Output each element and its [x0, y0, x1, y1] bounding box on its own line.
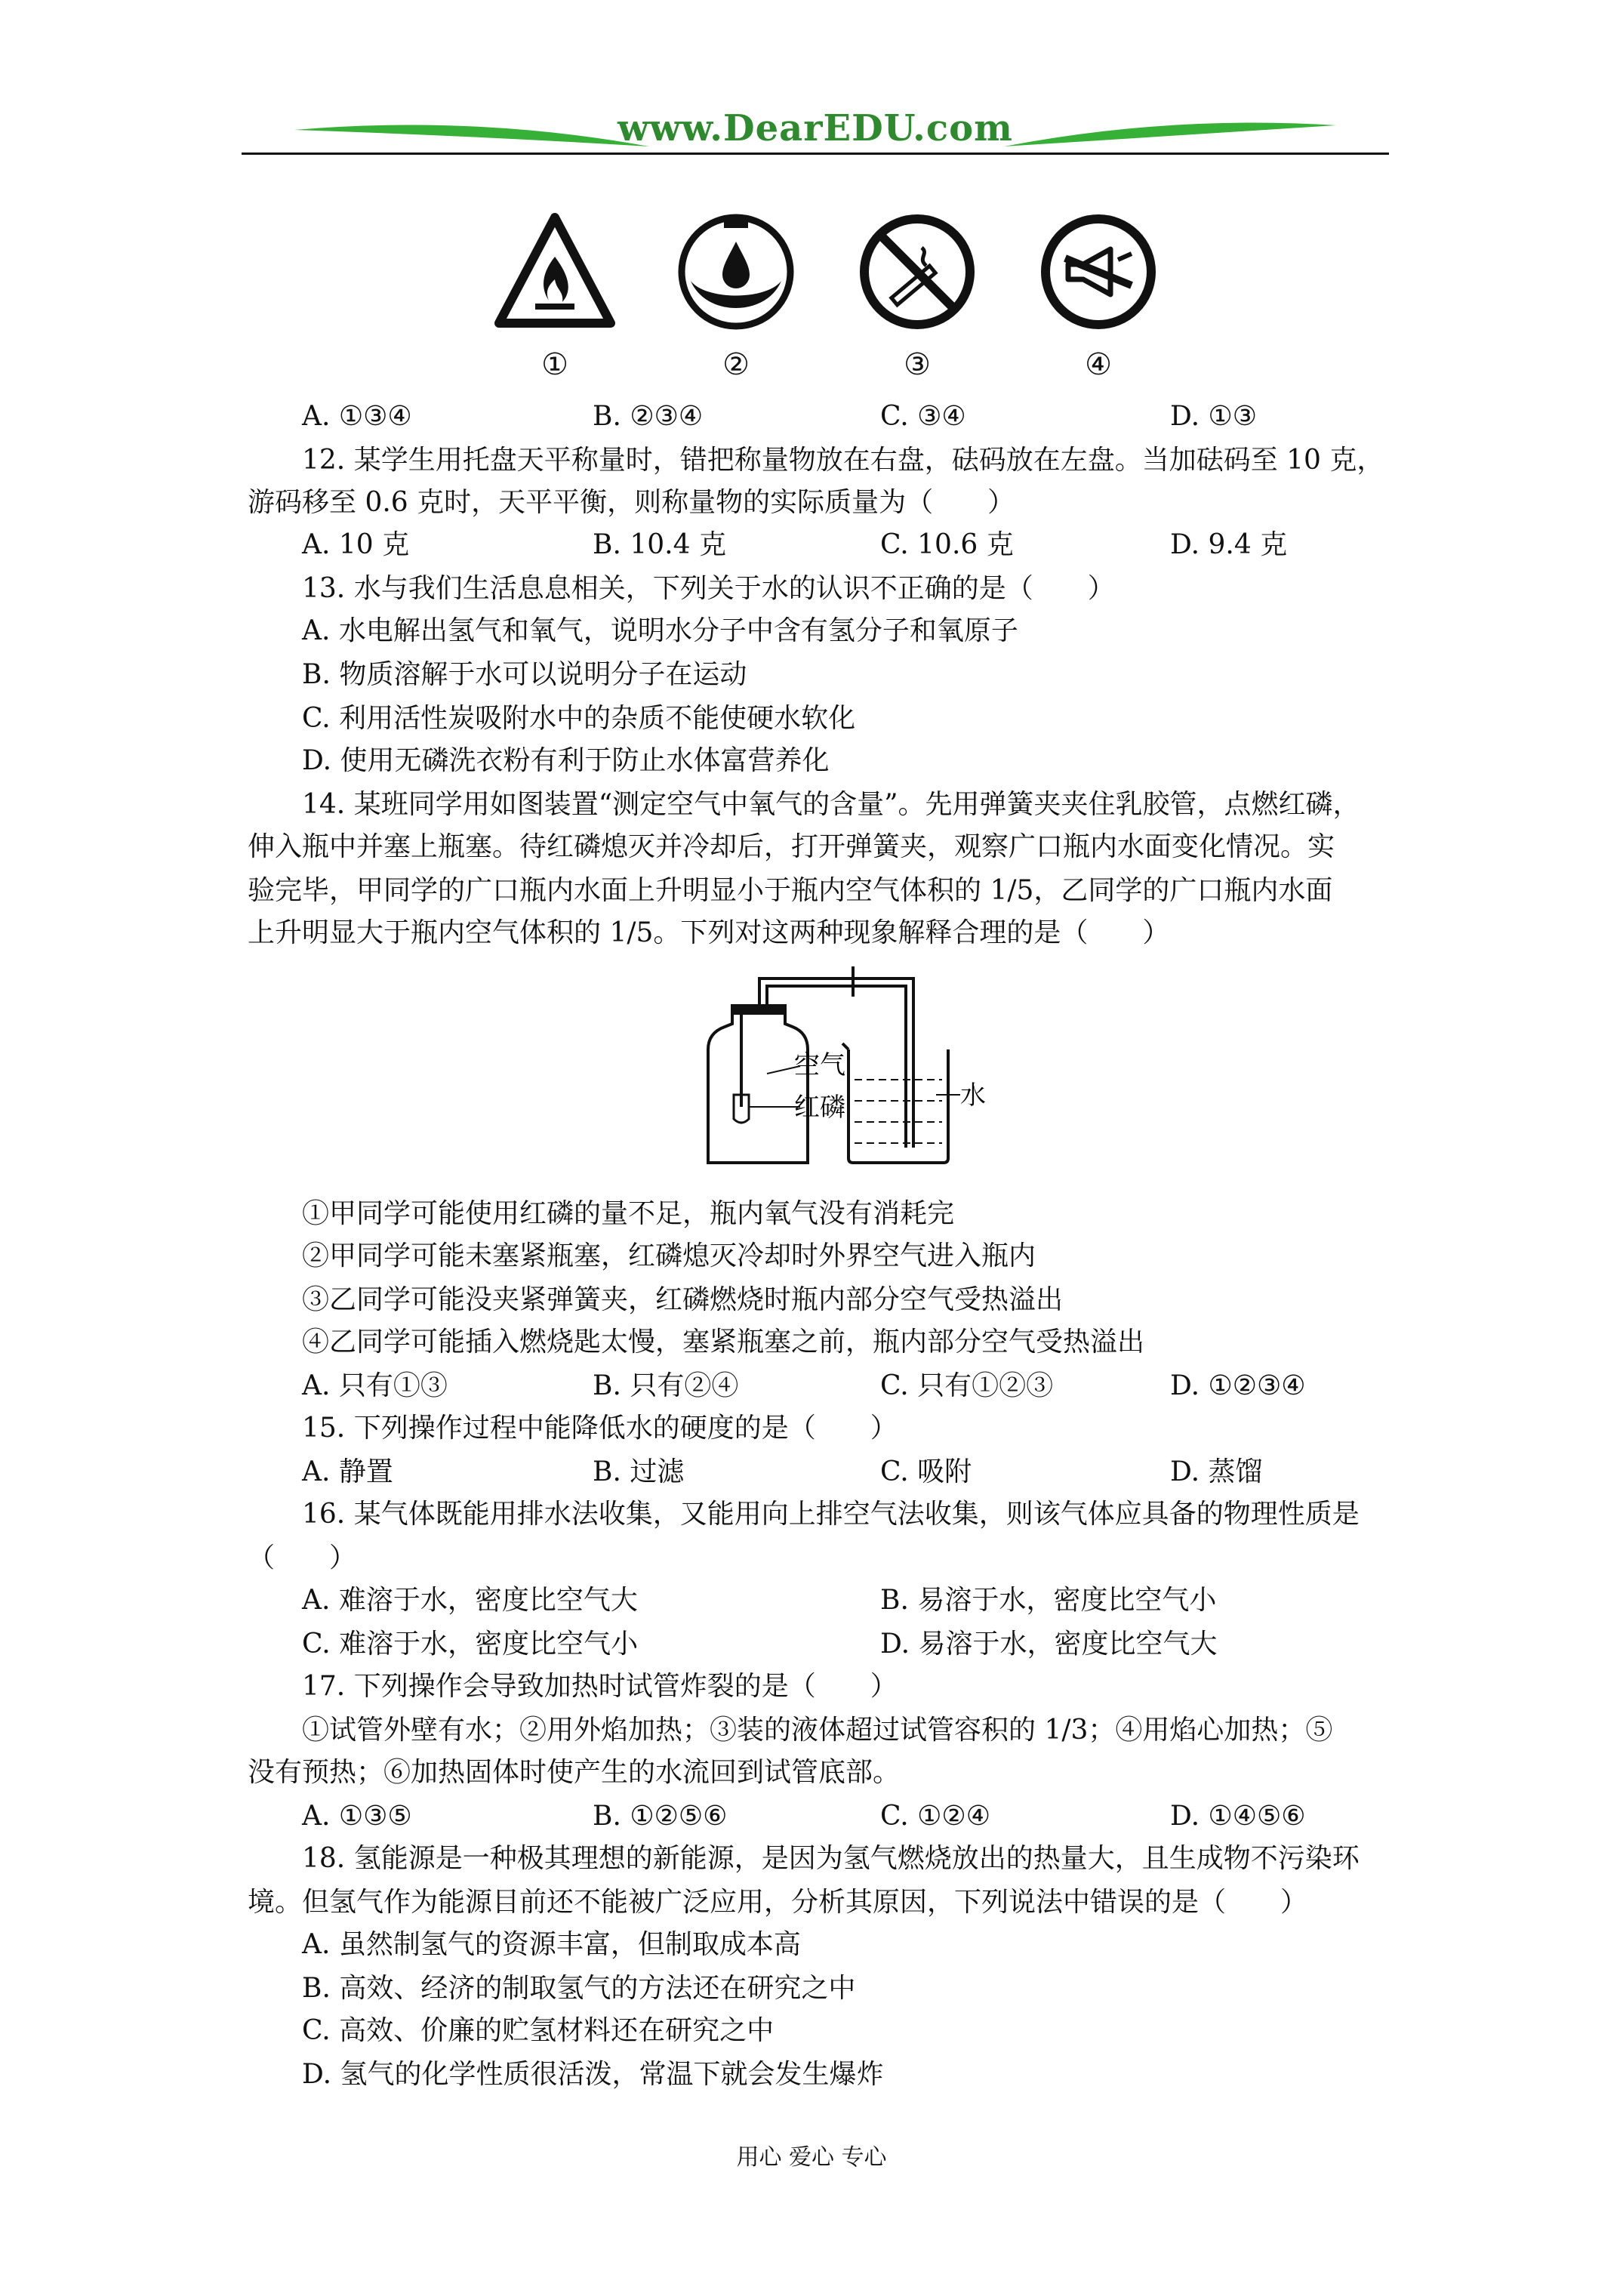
- flammable-warning-icon: [494, 211, 615, 332]
- header-rule: [242, 153, 1389, 155]
- q14-option-c: C. 只有①②③: [880, 1370, 1054, 1401]
- q12-stem-line1: 12. 某学生用托盘天平称量时，错把称量物放在右盘，砝码放在左盘。当加砝码至 10 克，: [302, 445, 1384, 476]
- q12-option-b: B. 10.4 克: [593, 529, 726, 560]
- q12-stem-line2: 游码移至 0.6 克时，天平平衡，则称量物的实际质量为（ ）: [248, 487, 1015, 518]
- q15-option-d: D. 蒸馏: [1170, 1456, 1263, 1487]
- q14-stem-line2: 伸入瓶中并塞上瓶塞。待红磷熄灭并冷却后，打开弹簧夹，观察广口瓶内水面变化情况。实: [248, 831, 1335, 862]
- q16-option-b: B. 易溶于水，密度比空气小: [880, 1585, 1217, 1616]
- q18-stem-line2: 境。但氢气作为能源目前还不能被广泛应用，分析其原因，下列说法中错误的是（ ）: [248, 1887, 1308, 1918]
- page-header: [242, 106, 1389, 166]
- q12-option-d: D. 9.4 克: [1170, 529, 1288, 560]
- q16-option-d: D. 易溶于水，密度比空气大: [880, 1629, 1218, 1660]
- icon-number: ①: [541, 347, 568, 382]
- q15-option-c: C. 吸附: [880, 1456, 972, 1487]
- q16-stem-line1: 16. 某气体既能用排水法收集，又能用向上排空气法收集，则该气体应具备的物理性质是: [302, 1499, 1360, 1530]
- q17-option-a: A. ①③⑤: [302, 1801, 412, 1832]
- icon-cell-4: [1034, 211, 1163, 400]
- q17-items-line1: ①试管外壁有水；②用外焰加热；③装的液体超过试管容积的 1/3；④用焰心加热；⑤: [302, 1715, 1333, 1746]
- q17-items-line2: 没有预热；⑥加热固体时使产生的水流回到试管底部。: [248, 1757, 901, 1788]
- q14-option-d: D. ①②③④: [1170, 1370, 1306, 1401]
- no-smoking-icon: [857, 211, 978, 332]
- icon-cell-2: [672, 211, 800, 400]
- water-saving-icon: [676, 211, 796, 332]
- q16-option-c: C. 难溶于水，密度比空气小: [302, 1629, 639, 1660]
- q18-option-a: A. 虽然制氢气的资源丰富，但制取成本高: [302, 1929, 801, 1960]
- label-phosphorus: 红磷: [794, 1093, 845, 1123]
- label-water: 水: [960, 1080, 986, 1111]
- q18-option-d: D. 氢气的化学性质很活泼，常温下就会发生爆炸: [302, 2059, 884, 2090]
- icon-number: ④: [1085, 347, 1112, 382]
- q14-statement-2: ②甲同学可能未塞紧瓶塞，红磷熄灭冷却时外界空气进入瓶内: [302, 1240, 1036, 1271]
- no-honking-icon: [1038, 211, 1159, 332]
- q11-option-b: B. ②③④: [593, 401, 704, 432]
- q18-option-c: C. 高效、价廉的贮氢材料还在研究之中: [302, 2015, 775, 2046]
- q14-stem-line3: 验完毕，甲同学的广口瓶内水面上升明显小于瓶内空气体积的 1/5，乙同学的广口瓶内水面: [248, 875, 1333, 906]
- q13-option-c: C. 利用活性炭吸附水中的杂质不能使硬水软化: [302, 703, 856, 734]
- q18-option-b: B. 高效、经济的制取氢气的方法还在研究之中: [302, 1973, 856, 2004]
- q17-option-d: D. ①④⑤⑥: [1170, 1801, 1306, 1832]
- q17-option-b: B. ①②⑤⑥: [593, 1801, 728, 1832]
- q13-stem: 13. 水与我们生活息息相关，下列关于水的认识不正确的是（ ）: [302, 573, 1115, 604]
- icon-cell-1: [491, 211, 619, 400]
- q11-option-c: C. ③④: [880, 401, 966, 432]
- icon-cell-3: [853, 211, 981, 400]
- oxygen-measurement-apparatus: [694, 959, 1012, 1170]
- q14-statement-1: ①甲同学可能使用红磷的量不足，瓶内氧气没有消耗完: [302, 1198, 955, 1229]
- q15-stem: 15. 下列操作过程中能降低水的硬度的是（ ）: [302, 1413, 898, 1444]
- q16-option-a: A. 难溶于水，密度比空气大: [302, 1585, 638, 1616]
- q14-statement-4: ④乙同学可能插入燃烧匙太慢，塞紧瓶塞之前，瓶内部分空气受热溢出: [302, 1327, 1145, 1358]
- icon-number: ③: [904, 347, 931, 382]
- q17-option-c: C. ①②④: [880, 1801, 990, 1832]
- q14-option-b: B. 只有②④: [593, 1370, 739, 1401]
- label-air: 空气: [794, 1050, 845, 1080]
- q14-stem-line4: 上升明显大于瓶内空气体积的 1/5。下列对这两种现象解释合理的是（ ）: [248, 917, 1170, 948]
- q11-option-a: A. ①③④: [302, 401, 412, 432]
- q14-statement-3: ③乙同学可能没夹紧弹簧夹，红磷燃烧时瓶内部分空气受热溢出: [302, 1284, 1064, 1315]
- q12-option-c: C. 10.6 克: [880, 529, 1014, 560]
- q18-stem-line1: 18. 氢能源是一种极其理想的新能源，是因为氢气燃烧放出的热量大，且生成物不污染环: [302, 1843, 1360, 1874]
- q13-option-d: D. 使用无磷洗衣粉有利于防止水体富营养化: [302, 745, 830, 776]
- q14-stem-line1: 14. 某班同学用如图装置“测定空气中氧气的含量”。先用弹簧夹夹住乳胶管，点燃红磷，: [302, 789, 1360, 820]
- q17-stem: 17. 下列操作会导致加热时试管炸裂的是（ ）: [302, 1671, 898, 1702]
- q13-option-b: B. 物质溶解于水可以说明分子在运动: [302, 659, 747, 690]
- icon-number: ②: [722, 347, 750, 382]
- site-logo-text: www.DearEDU.com: [617, 107, 1013, 149]
- q15-option-a: A. 静置: [302, 1456, 393, 1487]
- q12-option-a: A. 10 克: [302, 529, 410, 560]
- q14-option-a: A. 只有①③: [302, 1370, 448, 1401]
- q15-option-b: B. 过滤: [593, 1456, 685, 1487]
- q11-option-d: D. ①③: [1170, 401, 1258, 432]
- apparatus-drawing: [694, 959, 1012, 1170]
- q13-option-a: A. 水电解出氢气和氧气，说明水分子中含有氢分子和氧原子: [302, 615, 1018, 646]
- page-footer: 用心 爱心 专心: [736, 2144, 887, 2171]
- safety-icons-row: [483, 211, 1178, 400]
- q16-stem-line2: （ ）: [248, 1542, 357, 1573]
